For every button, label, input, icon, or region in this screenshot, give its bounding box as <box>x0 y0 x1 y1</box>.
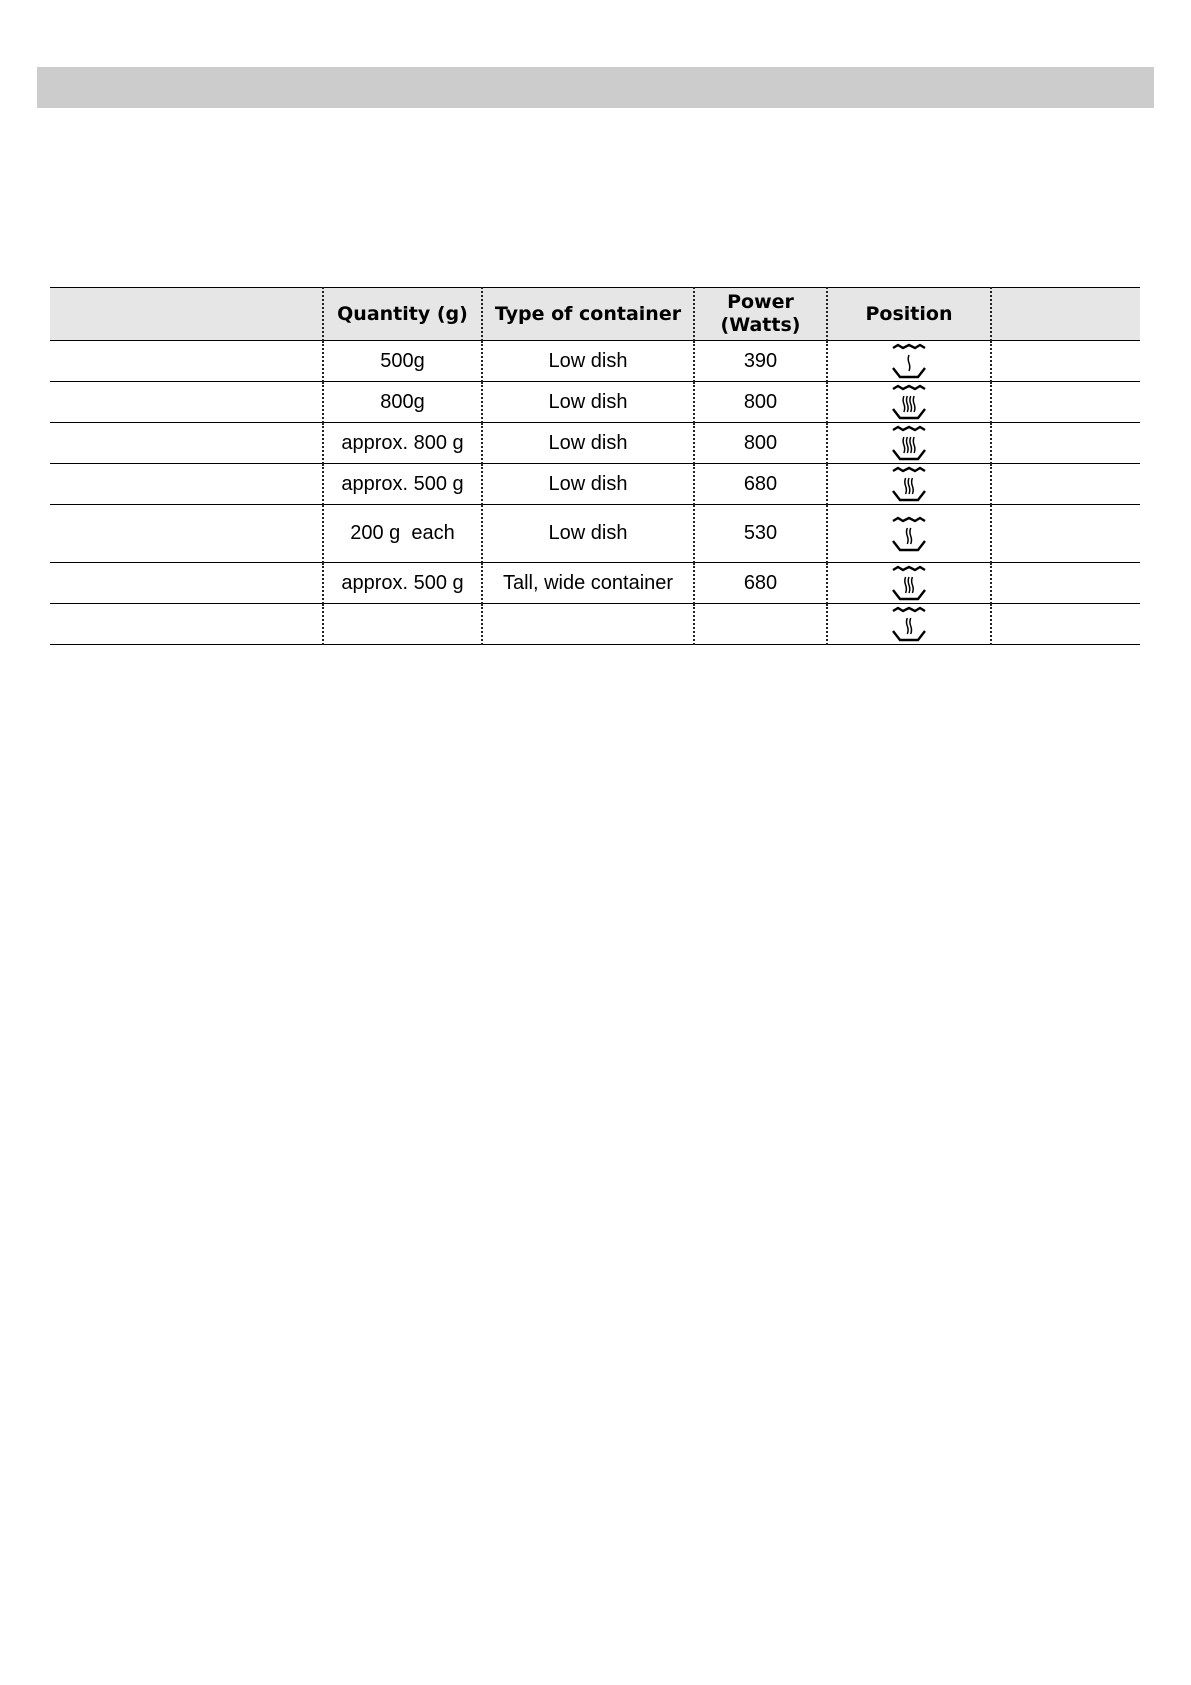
cell-position <box>827 382 991 423</box>
header-power <box>694 288 827 341</box>
cell-extra <box>991 382 1140 423</box>
table-row <box>50 341 1140 382</box>
cell-power: 680 <box>694 464 827 505</box>
cell-power: 530 <box>694 505 827 563</box>
cell-extra <box>991 604 1140 645</box>
header-quantity: Quantity (g) <box>323 288 482 341</box>
cell-food <box>50 423 323 464</box>
heat-level-3-icon <box>890 465 928 503</box>
cell-extra <box>991 464 1140 505</box>
cell-power: 800 <box>694 423 827 464</box>
cell-quantity: 800g <box>323 382 482 423</box>
table-row <box>50 423 1140 464</box>
header-container: Type of container <box>482 288 694 341</box>
header-band <box>37 67 1154 108</box>
header-extra <box>991 288 1140 341</box>
cell-quantity: 500g <box>323 341 482 382</box>
cooking-table <box>50 287 1140 645</box>
table-row <box>50 563 1140 604</box>
cell-quantity <box>323 604 482 645</box>
cell-quantity: approx. 500 g <box>323 464 482 505</box>
cell-food <box>50 341 323 382</box>
cell-power <box>694 604 827 645</box>
cell-quantity: approx. 500 g <box>323 563 482 604</box>
table-row <box>50 505 1140 563</box>
header-power-line2: (Watts) <box>720 314 801 336</box>
cell-position <box>827 464 991 505</box>
cell-extra <box>991 563 1140 604</box>
cell-extra <box>991 423 1140 464</box>
heat-level-2-icon <box>890 515 928 553</box>
cell-quantity: approx. 800 g <box>323 423 482 464</box>
cell-extra <box>991 505 1140 563</box>
cell-container: Low dish <box>482 464 694 505</box>
cell-food <box>50 382 323 423</box>
cell-container: Low dish <box>482 423 694 464</box>
header-power-line1: Power <box>727 291 794 313</box>
cell-quantity: 200 g each <box>323 505 482 563</box>
cell-position <box>827 341 991 382</box>
cell-food <box>50 563 323 604</box>
heat-level-4-icon <box>890 383 928 421</box>
cell-position <box>827 423 991 464</box>
heat-level-1-icon <box>890 342 928 380</box>
table-header-row <box>50 288 1140 341</box>
cell-food <box>50 604 323 645</box>
cell-container: Tall, wide container <box>482 563 694 604</box>
cell-power: 390 <box>694 341 827 382</box>
cell-container <box>482 604 694 645</box>
cell-container: Low dish <box>482 341 694 382</box>
cell-container: Low dish <box>482 382 694 423</box>
table-row <box>50 382 1140 423</box>
header-position: Position <box>827 288 991 341</box>
heat-level-2-icon <box>890 605 928 643</box>
cell-position <box>827 604 991 645</box>
cell-food <box>50 464 323 505</box>
cell-power: 680 <box>694 563 827 604</box>
cell-container: Low dish <box>482 505 694 563</box>
table-row <box>50 464 1140 505</box>
table-row <box>50 604 1140 645</box>
heat-level-3-icon <box>890 564 928 602</box>
cell-power: 800 <box>694 382 827 423</box>
header-food <box>50 288 323 341</box>
cell-position <box>827 505 991 563</box>
heat-level-4-icon <box>890 424 928 462</box>
cell-extra <box>991 341 1140 382</box>
cell-position <box>827 563 991 604</box>
cell-food <box>50 505 323 563</box>
